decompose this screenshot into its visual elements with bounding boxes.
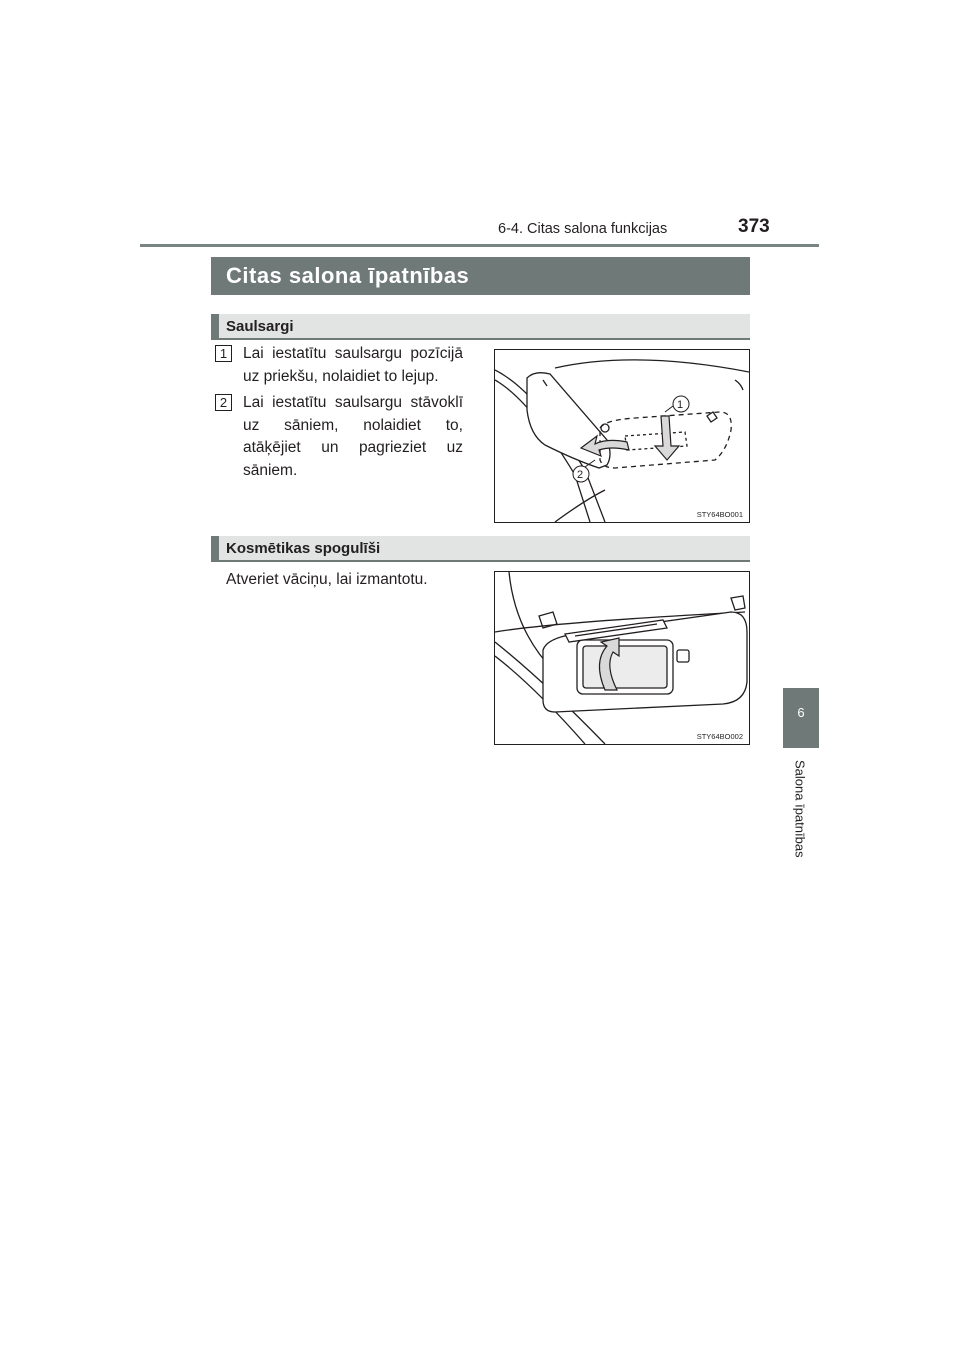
header-rule — [140, 244, 819, 247]
item-text-2: Lai iestatītu saulsargu stāvoklī uz sāniem, nolaidiet to, atāķējiet un pagrieziet uz sāniem. — [243, 394, 463, 479]
figure-code: STY64BO001 — [696, 510, 743, 519]
vanity-mirror-drawing — [495, 572, 749, 744]
callout-2: 2 — [577, 469, 584, 481]
heading-marker — [211, 536, 219, 560]
section-heading-text: Saulsargi — [226, 318, 294, 335]
item-text-1: Lai iestatītu saulsargu pozīcijā uz priekšu, nolaidiet to lejup. — [243, 345, 463, 385]
header-section-title: 6-4. Citas salona funkcijas — [498, 221, 668, 237]
chapter-number: 6 — [797, 705, 805, 720]
section-heading-vanity-mirrors — [211, 536, 750, 562]
vanity-mirror-illustration — [494, 571, 750, 745]
item-number-1: 1 — [215, 345, 232, 362]
section-heading-text: Kosmētikas spogulīši — [226, 540, 381, 557]
chapter-label: Salona īpatnības — [792, 760, 808, 858]
chapter-tab — [783, 688, 819, 748]
figure-code: STY64BO002 — [696, 732, 743, 741]
page-title: Citas salona īpatnības — [226, 263, 470, 288]
callout-1: 1 — [677, 399, 684, 411]
chapter-side-label — [790, 760, 810, 870]
sun-visor-drawing — [495, 350, 749, 522]
section-heading-sun-visors — [211, 314, 750, 340]
heading-marker — [211, 314, 219, 338]
page-number: 373 — [738, 216, 770, 237]
page-title-bar — [211, 257, 750, 295]
mirror-instruction-text: Atveriet vāciņu, lai izmantotu. — [226, 571, 428, 588]
sun-visor-illustration — [494, 349, 750, 523]
item-number-2: 2 — [215, 394, 232, 411]
